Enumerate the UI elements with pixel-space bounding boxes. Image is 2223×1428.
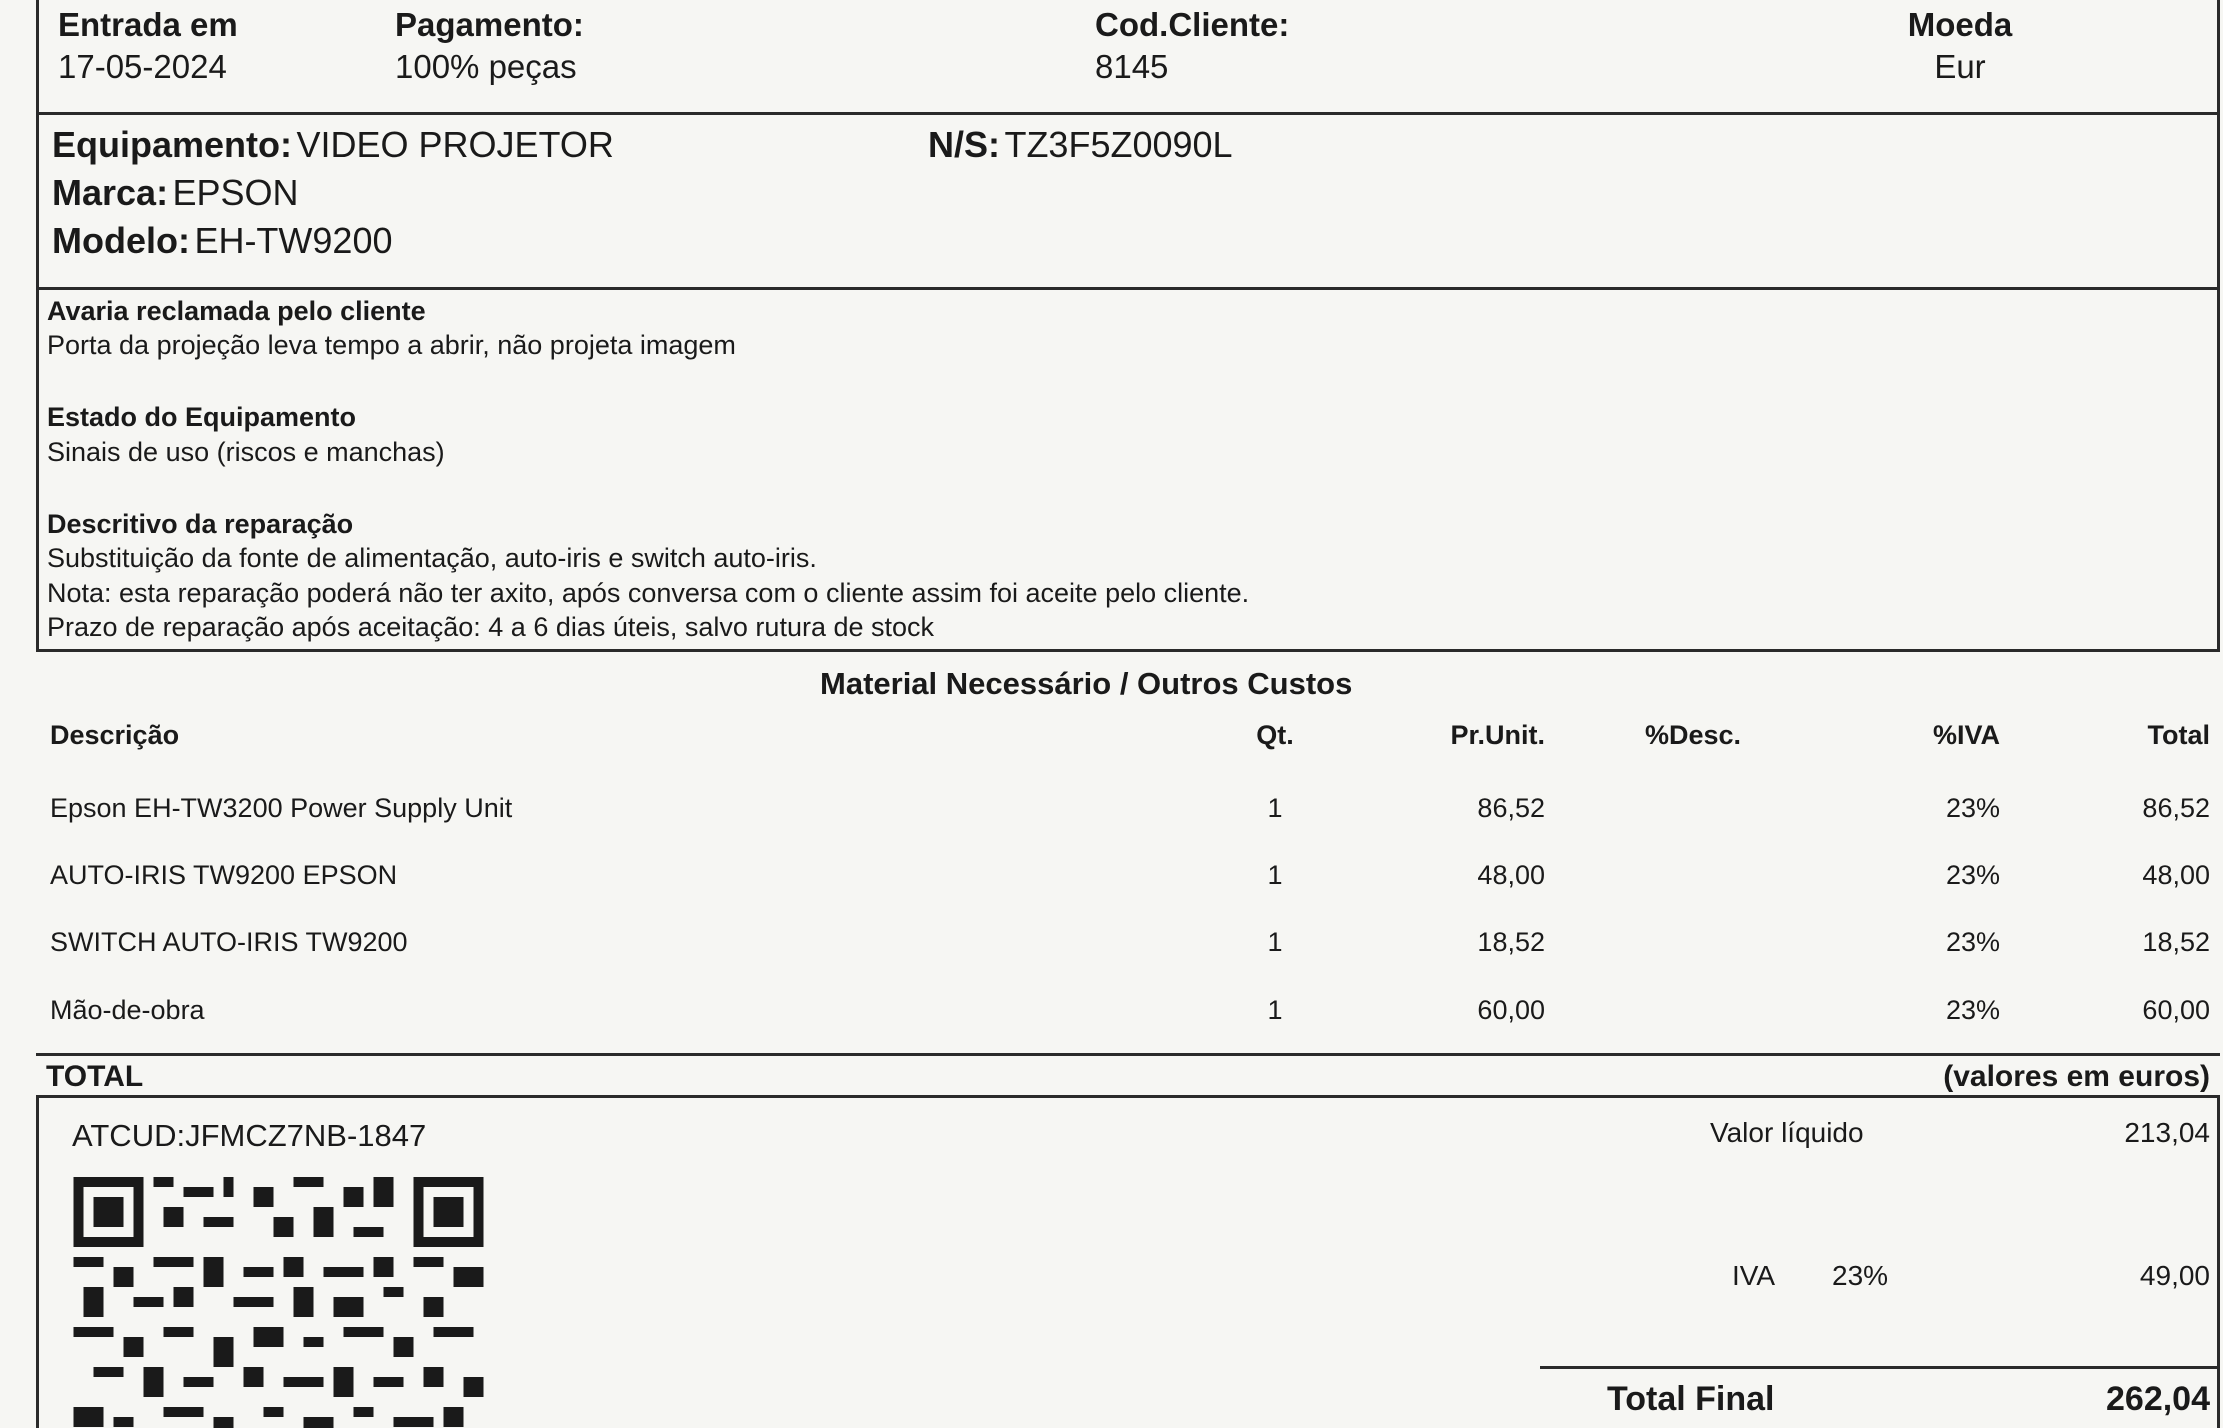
equipamento-value: VIDEO PROJETOR [296,124,614,165]
descritivo-line-3: Prazo de reparação após aceitação: 4 a 6 dias úteis, salvo rutura de stock [47,612,935,642]
row-1-iva: 23% [1945,793,2000,823]
row-3-qt: 1 [1267,927,1283,957]
row-1-desc: Epson EH-TW3200 Power Supply Unit [50,793,513,823]
pagamento-label: Pagamento: [395,6,584,43]
modelo-label: Modelo: [52,220,190,261]
qr-code-graphic [72,1177,485,1428]
pagamento-value: 100% peças [395,48,577,85]
ns-label: N/S: [928,124,1000,165]
iva-label: IVA [1732,1260,1776,1291]
marca-label: Marca: [52,172,169,213]
row-3-desc: SWITCH AUTO-IRIS TW9200 [50,927,408,957]
row-2-price: 48,00 [1477,860,1545,890]
totals-left-border [36,1095,39,1428]
avaria-title: Avaria reclamada pelo cliente [47,296,426,326]
iva-value: 49,00 [2139,1260,2210,1291]
sections-bottom [36,649,2220,652]
descritivo-title: Descritivo da reparação [47,509,354,539]
atcud: ATCUD:JFMCZ7NB-1847 [72,1118,427,1153]
totals-right-border [2217,1095,2220,1428]
row-3-price: 18,52 [1477,927,1545,957]
row-4-qt: 1 [1267,995,1283,1025]
col-descricao: Descrição [50,720,180,750]
final-total-line [1540,1366,2220,1369]
row-2-total: 48,00 [2142,860,2210,890]
moeda-label: Moeda [1907,6,2013,43]
materials-title: Material Necessário / Outros Custos [820,666,1353,701]
total-final-label: Total Final [1607,1380,1775,1418]
row-4-total: 60,00 [2142,995,2210,1025]
valor-liquido-value: 213,04 [2124,1117,2210,1148]
total-label: TOTAL [46,1060,144,1093]
right-border [2217,0,2220,652]
ns-line [928,124,1233,166]
col-desc: %Desc. [1645,720,1742,750]
total-final-value: 262,04 [2106,1380,2210,1418]
ns-value: TZ3F5Z0090L [1004,124,1233,165]
row-1-qt: 1 [1267,793,1283,823]
estado-text: Sinais de uso (riscos e manchas) [47,437,445,467]
moeda-value: Eur [1934,48,1986,85]
entrada-label: Entrada em [58,6,238,43]
cliente-label: Cod.Cliente: [1095,6,1290,43]
row-2-qt: 1 [1267,860,1283,890]
modelo-line [52,220,393,262]
row-1-total: 86,52 [2142,793,2210,823]
descritivo-line-2: Nota: esta reparação poderá não ter axito, após conversa com o cliente assim foi aceite pelo cliente. [47,578,1250,608]
equipment-divider [36,287,2220,290]
equipamento-label: Equipamento: [52,124,292,165]
row-4-desc: Mão-de-obra [50,995,205,1025]
iva-rate: 23% [1832,1260,1889,1291]
row-4-price: 60,00 [1477,995,1545,1025]
equipamento-line [52,124,614,166]
entrada-value: 17-05-2024 [58,48,227,85]
col-iva: %IVA [1932,720,2000,750]
row-1-price: 86,52 [1477,793,1545,823]
estado-title: Estado do Equipamento [47,402,357,432]
marca-value: EPSON [172,172,299,213]
col-pr-unit: Pr.Unit. [1450,720,1545,750]
descritivo-line-1: Substituição da fonte de alimentação, auto-iris e switch auto-iris. [47,543,817,573]
modelo-value: EH-TW9200 [194,220,393,261]
total-note: (valores em euros) [1943,1060,2210,1093]
marca-line [52,172,299,214]
row-2-desc: AUTO-IRIS TW9200 EPSON [50,860,398,890]
row-3-iva: 23% [1945,927,2000,957]
left-border [36,0,39,652]
avaria-text: Porta da projeção leva tempo a abrir, não projeta imagem [47,330,736,360]
totals-second-line [36,1095,2220,1098]
header-divider [36,112,2220,115]
qr-code-icon [72,1177,485,1428]
totals-top-line [36,1053,2220,1056]
row-2-iva: 23% [1945,860,2000,890]
cliente-value: 8145 [1095,48,1169,85]
row-4-iva: 23% [1945,995,2000,1025]
valor-liquido-label: Valor líquido [1710,1117,1864,1148]
col-total: Total [2147,720,2210,750]
row-3-total: 18,52 [2142,927,2210,957]
col-qt: Qt. [1256,720,1294,750]
